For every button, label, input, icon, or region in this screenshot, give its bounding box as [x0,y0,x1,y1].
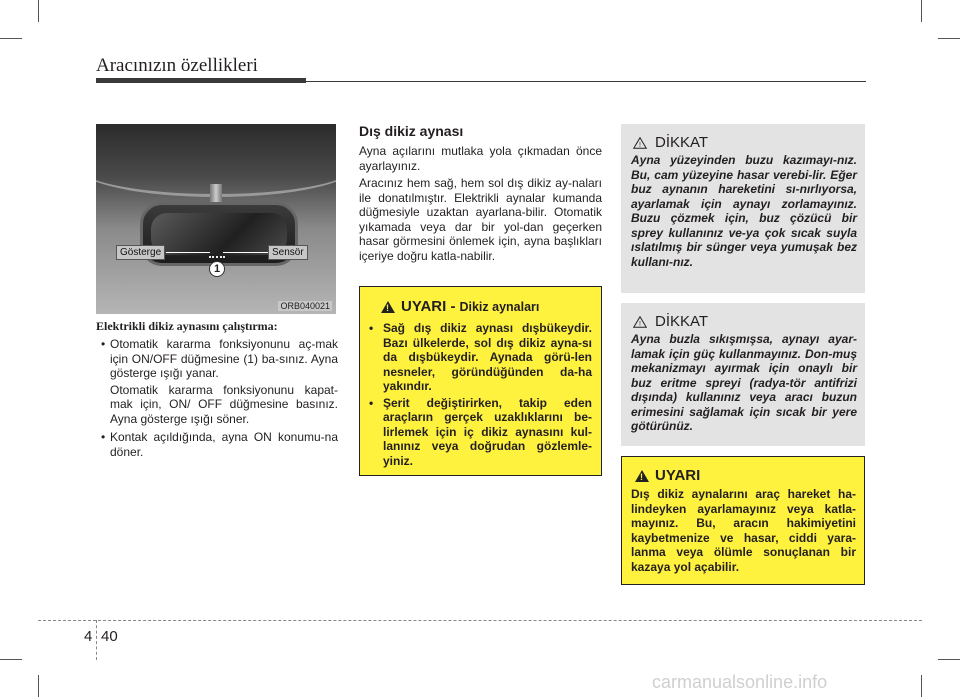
crop-mark [0,659,22,660]
crop-mark [38,0,39,22]
warning-label: UYARI - [401,298,456,315]
caution-label: DİKKAT [655,134,709,151]
paragraph: Ayna açılarını mutlaka yola çıkmadan önce ayarlayınız. [359,144,602,173]
crop-mark [921,0,922,22]
caution-body: Ayna yüzeyinden buzu kazımayı-nız. Bu, cam yüzeyine hasar verebi-lir. Eğer buz aynanın hareketini sı-nırlıyorsa, ayarlamak için aynayı zorlamayınız. Buzu çözmek için, buz çözücü bir sprey kullanınız ve-ya çok sıcak suyla ıslatılmış bir sünger veya yumuşak bez kullanı-nız. [631,153,857,269]
warning-body: Dış dikiz aynalarını araç hareket ha-lindeyken ayarlamayınız veya katla-mayınız. Bu, aracın hakimiyetini kaybetmenize ve hasar, ciddi yara-lanma veya ölümle sonuçlanan bir kazaya yol açabilir. [631,487,856,574]
chapter-number: 4 [84,628,93,645]
figure-caption: Elektrikli dikiz aynasını çalıştırma: [96,319,278,333]
indicator-label: Gösterge [116,245,165,260]
crop-mark [921,675,922,697]
svg-text:!: ! [639,142,641,149]
image-code: ORB040021 [280,301,330,311]
caution-body: Ayna buzla sıkışmışsa, aynayı ayar-lamak için güç kullanmayınız. Don-muş mekanizmayı ayırmak için onaylı bir buz eritme spreyi (radya-tör antifrizi dışında) kullanınız veya aracı buzun erimesini sağlamak için sıcak bir yere götürünüz. [631,332,857,433]
rearview-mirror-figure [96,124,336,314]
list-item-text: Şerit değiştirirken, takip eden araçların gerçek uzaklıklarını be-lirlemek için iç dikiz aynasını kul-lanınız veya doğrudan gözlemle-yiniz. [383,395,592,468]
list-item-text: Otomatik kararma fonksiyonunu kapat-mak için, ON/ OFF düğmesine basınız. Ayna gösterge ışığı söner. [110,382,338,426]
crop-mark [0,38,22,39]
list-item-text: Sağ dış dikiz aynası dışbükeydir. Bazı ülkelerde, sol dış dikiz ayna-sı da dışbükeydir. Aynada görü-len nesneler, göründüğünden da-ha yakındır. [383,321,592,393]
section-heading: Dış dikiz aynası [359,123,464,139]
warning-icon: ! [381,301,395,313]
warning-title [369,298,592,315]
crop-mark [38,675,39,697]
crop-mark [938,659,960,660]
crop-mark [938,38,960,39]
paragraph: Aracınız hem sağ, hem sol dış dikiz ay-naları ile donatılmıştır. Elektrikli aynalar kumanda düğmesiyle uzaktan ayarlana-bilir. Otomatik yıkamada veya dar bir yol-dan geçerken hasar görmesini önlemek için, ayna başlıkları içeriye doğru katla-nabilir. [359,176,602,263]
leader-line [223,252,268,253]
list-item: • Şerit değiştirirken, takip eden araçların gerçek uzaklıklarını be-lirlemek için iç dikiz aynasını kul-lanınız veya doğrudan gözlemle-yiniz. [369,395,592,468]
footer-separator [96,620,97,660]
warning-icon: ! [635,470,649,482]
warning-box-mirrors [359,286,602,476]
list-item: • Kontak açıldığında, ayna ON konumu-na döner. [101,430,338,459]
footer-rule [38,620,922,621]
sensor-label: Sensör [268,245,308,260]
warning-title [631,467,856,484]
svg-text:!: ! [639,321,641,328]
page-header-title: Aracınızın özellikleri [96,55,258,76]
caution-label: DİKKAT [655,313,709,330]
page-number: 40 [101,628,118,645]
warning-box-driving [621,456,865,585]
caution-box-ice [621,124,865,293]
watermark-text: carmanualsonline.info [652,672,828,692]
list-item: • Sağ dış dikiz aynası dışbükeydir. Bazı ülkelerde, sol dış dikiz ayna-sı da dışbükeydir. Aynada görü-len nesneler, göründüğünden da-ha yakındır. [369,321,592,393]
list-item-text: Kontak açıldığında, ayna ON konumu-na döner. [110,430,338,459]
callout-number: 1 [209,261,225,277]
caution-icon [633,316,645,327]
header-bar [96,78,306,83]
header-rule [306,81,866,82]
caution-box-frozen [621,303,865,446]
caution-title [631,313,857,330]
caution-title [631,134,857,151]
list-item: • Otomatik kararma fonksiyonunu aç-mak için ON/OFF düğmesine (1) ba-sınız. Ayna gösterge ışığı yanar. Otomatik kararma fonksiyonunu kapat-mak için, ON/ OFF düğmesine basınız. Ayna gösterge ışığı söner. [101,337,338,426]
leader-line [166,252,210,253]
warning-label: UYARI [655,467,701,484]
warning-subtitle: Dikiz aynaları [459,299,540,314]
list-item-text: Otomatik kararma fonksiyonunu aç-mak için ON/OFF düğmesine (1) ba-sınız. Ayna gösterge ışığı yanar. [110,337,338,380]
caution-icon [633,137,645,148]
